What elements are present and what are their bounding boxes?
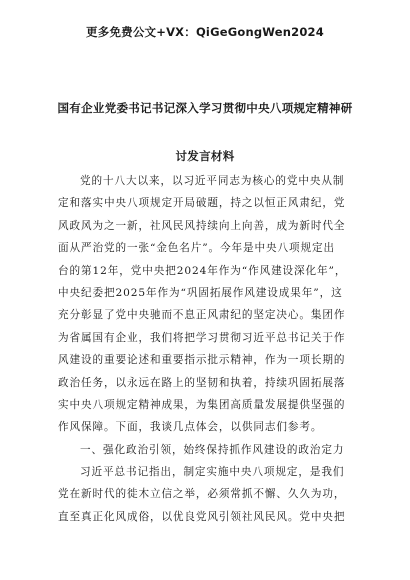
body-line: 充分彰显了党中央驰而不息正风肃纪的坚定决心。集团作 (58, 309, 346, 322)
section-heading: 一、强化政治引领，始终保持抓作风建设的政治定力 (80, 443, 345, 456)
body-line: 面从严治党的一张“金色名片”。今年是中央八项规定出 (58, 242, 335, 255)
body-line: 党的十八大以来，以习近平同志为核心的党中央从制 (80, 175, 345, 187)
document-title-line-2: 讨发言材料 (175, 149, 235, 163)
body-line: 定和落实中央八项规定开局破题，持之以恒正风肃纪，党 (58, 197, 346, 210)
body-line: 台的第12年，党中央把2024年作为“作风建设深化年”， (58, 264, 347, 277)
document-title-line-1: 国有企业党委书记书记深入学习贯彻中央八项规定精神研 (57, 101, 353, 115)
body-line: 政治任务，以永远在路上的坚韧和执着，持续巩固拓展落 (58, 376, 346, 389)
body-line: 习近平总书记指出，制定实施中央八项规定，是我们 (80, 466, 345, 479)
body-line: 直至真正化风成俗，以优良党风引领社风民风。党中央把 (58, 510, 346, 523)
page-header-watermark: 更多免费公文+VX：QiGeGongWen2024 (86, 25, 324, 39)
document-body (58, 170, 352, 528)
body-line: 党在新时代的徙木立信之举，必须常抓不懈、久久为功， (58, 488, 346, 501)
body-line: 风建设的重要论述和重要指示批示精神，作为一项长期的 (58, 354, 346, 367)
body-line: 中央纪委把2025年作为“巩固拓展作风建设成果年”，这 (58, 286, 343, 299)
body-line: 为省属国有企业，我们将把学习贯彻习近平总书记关于作 (58, 331, 346, 344)
body-line: 作风保障。下面，我谈几点体会，以供同志们参考。 (58, 421, 323, 434)
body-line: 实中央八项规定精神成果，为集团高质量发展提供坚强的 (58, 398, 346, 411)
body-line: 风政风为之一新，社风民风持续向上向善，成为新时代全 (58, 219, 346, 232)
